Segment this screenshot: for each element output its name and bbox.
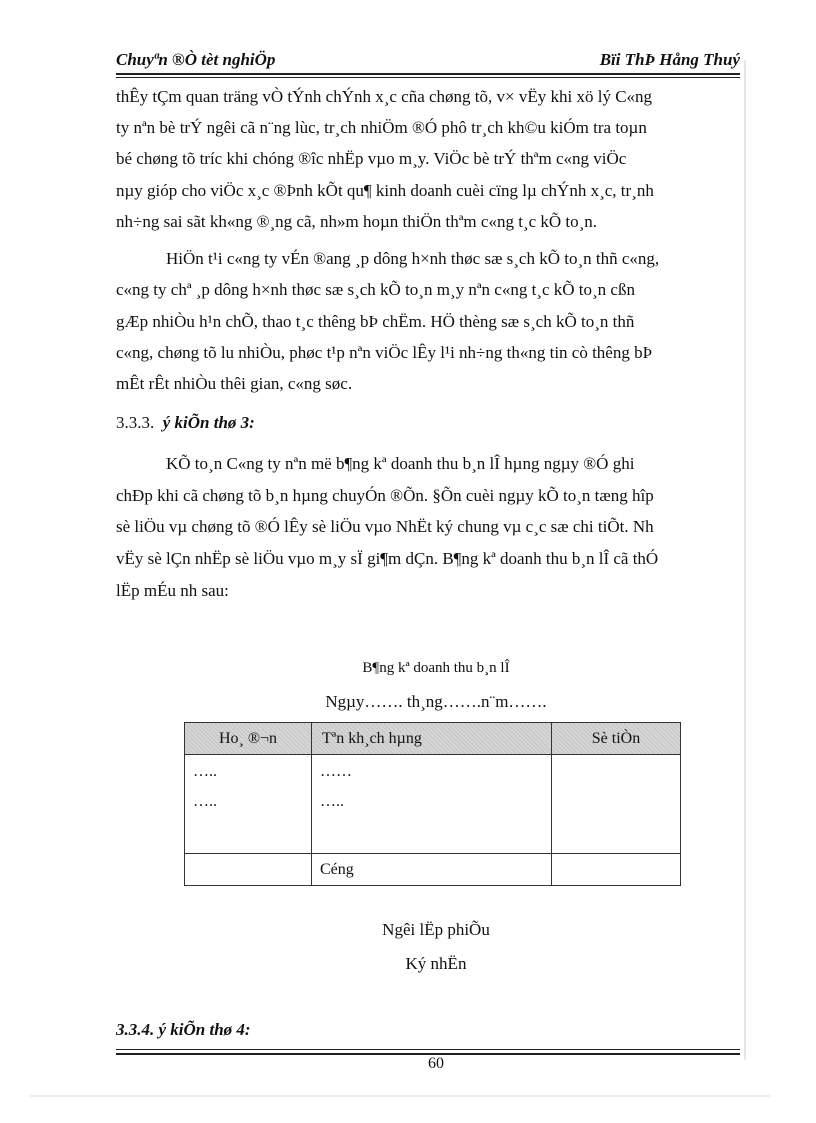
paragraph-line: nh÷ng sai sãt kh«ng ®¸ng cã, nh»m hoµn thiÖn thªm c«ng t¸c kÕ to¸n. bbox=[116, 212, 598, 231]
paragraph-line: lËp mÉu nh sau: bbox=[116, 581, 229, 600]
page-shadow-right bbox=[744, 60, 746, 1060]
footer-rule-thin bbox=[116, 1049, 740, 1050]
section-heading-3-3-4 bbox=[116, 1019, 740, 1041]
paragraph-line: nµy gióp cho viÖc x¸c ®Þnh kÕt qu¶ kinh doanh cuèi cïng lµ chÝnh x¸c, tr¸nh bbox=[116, 181, 654, 200]
paragraph-line: KÕ to¸n C«ng ty nªn më b¶ng kª doanh thu b¸n lÎ hµng ngµy ®Ó ghi bbox=[166, 454, 635, 473]
sales-ledger-table bbox=[184, 722, 681, 886]
paragraph-line: vËy sè lÇn nhËp sè liÖu vµo m¸y sÏ gi¶m dÇn. B¶ng kª doanh thu b¸n lÎ cã thÓ bbox=[116, 549, 659, 568]
column-header-customer: Tªn kh¸ch hµng bbox=[312, 723, 552, 755]
signature-receiver: Ký nhËn bbox=[405, 954, 467, 973]
heading-number: 3.3.4. bbox=[116, 1020, 155, 1039]
amount-cell bbox=[552, 755, 681, 854]
total-label: Céng bbox=[312, 854, 552, 886]
table-header-row bbox=[185, 723, 681, 755]
paragraph-line: ty nªn bè trÝ ngêi cã n¨ng lùc, tr¸ch nhiÖm ®Ó phô tr¸ch kh©u kiÓm tra toµn bbox=[116, 118, 647, 137]
form-caption: B¶ng kª doanh thu b¸n lÎ bbox=[362, 660, 510, 676]
signature-preparer: Ngêi lËp phiÕu bbox=[382, 920, 490, 939]
placeholder-text: ….. bbox=[320, 793, 344, 810]
heading-title: ý kiÕn thø 4: bbox=[158, 1020, 251, 1039]
form-date-line: Ngµy……. th¸ng…….n¨m……. bbox=[325, 692, 547, 711]
table-row bbox=[185, 755, 681, 854]
paragraph-line: HiÖn t¹i c«ng ty vÉn ®ang ¸p dông h×nh thøc sæ s¸ch kÕ to¸n thñ c«ng, bbox=[166, 249, 660, 268]
placeholder-text: ….. bbox=[193, 763, 217, 780]
paragraph-line: chÐp khi cã chøng tõ b¸n hµng chuyÓn ®Õn. §Õn cuèi ngµy kÕ to¸n tæng hîp bbox=[116, 486, 654, 505]
header-author: Bïi ThÞ Hång Thuý bbox=[599, 50, 740, 69]
placeholder-text: ….. bbox=[193, 793, 217, 810]
customer-cell bbox=[312, 755, 552, 854]
header-title: Chuyªn ®Ò tèt nghiÖp bbox=[116, 50, 276, 69]
header-rule-thick bbox=[116, 73, 740, 75]
paragraph-line: bé chøng tõ tríc khi chóng ®îc nhËp vµo m¸y. ViÖc bè trÝ thªm c«ng viÖc bbox=[116, 149, 627, 168]
invoice-cell bbox=[185, 755, 312, 854]
paragraph-line: gÆp nhiÒu h¹n chÕ, thao t¸c thêng bÞ chËm. HÖ thèng sæ s¸ch kÕ to¸n thñ bbox=[116, 312, 635, 331]
column-header-invoice: Ho¸ ®¬n bbox=[185, 723, 312, 755]
paragraph-line: c«ng, chøng tõ lu nhiÒu, phøc t¹p nªn viÖc lÊy l¹i nh÷ng th«ng tin cò thêng bÞ bbox=[116, 343, 653, 362]
page-shadow-bottom bbox=[30, 1095, 770, 1097]
placeholder-text: …… bbox=[320, 763, 352, 780]
running-header bbox=[116, 50, 740, 72]
heading-number: 3.3.3. bbox=[116, 413, 155, 432]
total-amount-cell bbox=[552, 854, 681, 886]
total-empty-cell bbox=[185, 854, 312, 886]
paragraph-line: c«ng ty chª ¸p dông h×nh thøc sæ s¸ch kÕ to¸n m¸y nªn c«ng t¸c kÕ to¸n cßn bbox=[116, 280, 635, 299]
table-total-row bbox=[185, 854, 681, 886]
section-heading-3-3-3 bbox=[116, 412, 740, 434]
column-header-amount: Sè tiÒn bbox=[552, 723, 681, 755]
heading-title: ý kiÕn thø 3: bbox=[162, 413, 255, 432]
paragraph-line: sè liÖu vµ chøng tõ ®Ó lÊy sè liÖu vµo NhËt ký chung vµ c¸c sæ chi tiÕt. Nh bbox=[116, 517, 654, 536]
paragraph-line: thÊy tÇm quan träng vÒ tÝnh chÝnh x¸c cña chøng tõ, v× vËy khi xö lý C«ng bbox=[116, 87, 653, 106]
header-rule-thin bbox=[116, 77, 740, 78]
page-number: 60 bbox=[428, 1055, 444, 1072]
paragraph-line: mÊt rÊt nhiÒu thêi gian, c«ng søc. bbox=[116, 374, 353, 393]
